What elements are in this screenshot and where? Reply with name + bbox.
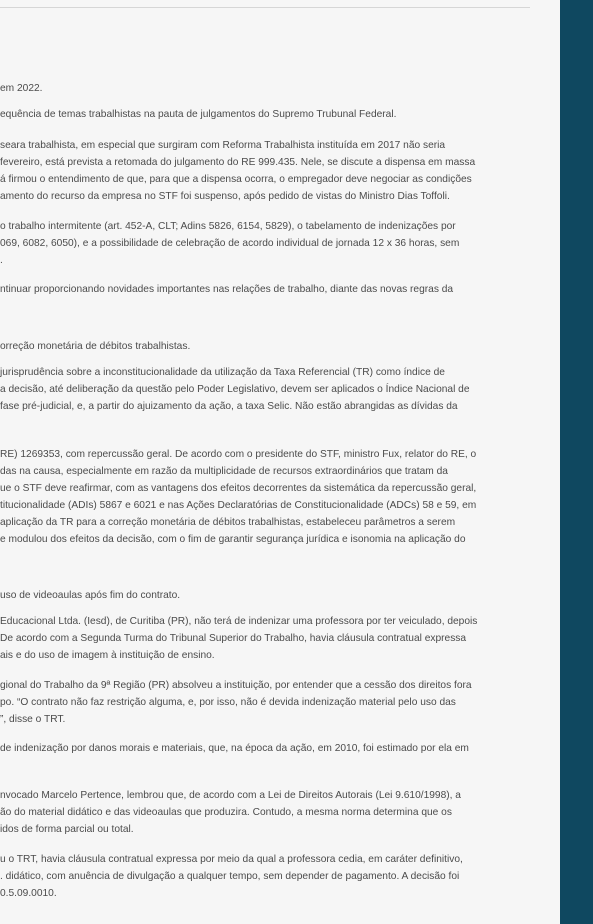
- paragraph-line: De acordo com a Segunda Turma do Tribunal Superior do Trabalho, havia cláusula contratual expressa: [0, 633, 467, 644]
- article-paragraph: [0, 446, 547, 548]
- paragraph-line: po. “O contrato não faz restrição alguma, e, por isso, não é devida indenização material pelo uso das: [0, 697, 456, 708]
- paragraph-line: o trabalho intermitente (art. 452-A, CLT; Adins 5826, 6154, 5829), o tabelamento de indenizações por: [0, 221, 456, 232]
- paragraph-line: gional do Trabalho da 9ª Região (PR) absolveu a instituição, por entender que a cessão dos direitos fora: [0, 680, 472, 691]
- paragraph-line: orreção monetária de débitos trabalhistas.: [0, 341, 191, 352]
- paragraph-line: nvocado Marcelo Pertence, lembrou que, de acordo com a Lei de Direitos Autorais (Lei 9.610/1998), a: [0, 790, 461, 801]
- article-paragraph: [0, 338, 547, 355]
- paragraph-line: u o TRT, havia cláusula contratual expressa por meio da qual a professora cedia, em caráter definitivo,: [0, 854, 463, 865]
- paragraph-line: ntinuar proporcionando novidades importantes nas relações de trabalho, diante das novas regras da: [0, 284, 454, 295]
- article-paragraph: [0, 106, 547, 123]
- article-paragraph: [0, 613, 547, 664]
- article-paragraph: [0, 851, 547, 902]
- paragraph-line: ”, disse o TRT.: [0, 714, 66, 725]
- paragraph-line: Educacional Ltda. (Iesd), de Curitiba (PR), não terá de indenizar uma professora por ter veiculado, depois: [0, 616, 478, 627]
- paragraph-line: fase pré-judicial, e, a partir do ajuizamento da ação, a taxa Selic. Não estão abrangidas as dívidas da: [0, 401, 458, 412]
- paragraph-line: jurisprudência sobre a inconstitucionalidade da utilização da Taxa Referencial (TR) como índice de: [0, 367, 445, 378]
- article-paragraph: [0, 677, 547, 728]
- paragraph-line: em 2022.: [0, 83, 43, 94]
- article-paragraph: [0, 218, 547, 269]
- paragraph-line: 069, 6082, 6050), e a possibilidade de celebração de acordo individual de jornada 12 x 36 horas, sem: [0, 238, 460, 249]
- paragraph-line: 0.5.09.0010.: [0, 888, 57, 899]
- article-paragraph: [0, 587, 547, 604]
- article-paragraph: [0, 364, 547, 415]
- paragraph-line: de indenização por danos morais e materiais, que, na época da ação, em 2010, foi estimado por ela em: [0, 743, 469, 754]
- paragraph-line: titucionalidade (ADIs) 5867 e 6021 e nas Ações Declaratórias de Constitucionalidade (ADCs) 58 e 59, em: [0, 500, 477, 511]
- paragraph-line: aplicação da TR para a correção monetária de débitos trabalhistas, estabeleceu parâmetros a serem: [0, 517, 456, 528]
- paragraph-line: e modulou dos efeitos da decisão, com o fim de garantir segurança jurídica e isonomia na aplicação do: [0, 534, 466, 545]
- paragraph-line: uso de videoaulas após fim do contrato.: [0, 590, 181, 601]
- paragraph-line: ais e do uso de imagem à instituição de ensino.: [0, 650, 215, 661]
- article-paragraph: [0, 787, 547, 838]
- paragraph-line: das na causa, especialmente em razão da multiplicidade de recursos extraordinários que tratam da: [0, 466, 448, 477]
- paragraph-line: amento do recurso da empresa no STF foi suspenso, após pedido de vistas do Ministro Dias Toffoli.: [0, 191, 450, 202]
- side-panel: [560, 0, 593, 924]
- paragraph-line: ão do material didático e das videoaulas que produzira. Contudo, a mesma norma determina que os: [0, 807, 452, 818]
- paragraph-line: seara trabalhista, em especial que surgiram com Reforma Trabalhista instituída em 2017 não seria: [0, 140, 446, 151]
- paragraph-line: .: [0, 255, 3, 266]
- paragraph-line: RE) 1269353, com repercussão geral. De acordo com o presidente do STF, ministro Fux, relator do RE, o: [0, 449, 477, 460]
- paragraph-line: idos de forma parcial ou total.: [0, 824, 134, 835]
- paragraph-line: . didático, com anuência de divulgação a qualquer tempo, sem depender de pagamento. A decisão foi: [0, 871, 460, 882]
- article-paragraph: [0, 137, 547, 205]
- divider: [0, 7, 530, 8]
- paragraph-line: equência de temas trabalhistas na pauta de julgamentos do Supremo Trubunal Federal.: [0, 109, 397, 120]
- article-paragraph: [0, 740, 547, 757]
- article-paragraph: [0, 80, 547, 97]
- paragraph-line: á firmou o entendimento de que, para que a dispensa ocorra, o empregador deve negociar as condições: [0, 174, 472, 185]
- paragraph-line: fevereiro, está prevista a retomada do julgamento do RE 999.435. Nele, se discute a dispensa em massa: [0, 157, 476, 168]
- paragraph-line: a decisão, até deliberação da questão pelo Poder Legislativo, devem ser aplicados o Índice Nacional de: [0, 384, 470, 395]
- article-paragraph: [0, 281, 547, 298]
- paragraph-line: ue o STF deve reafirmar, com as vantagens dos efeitos decorrentes da sistemática da repercussão geral,: [0, 483, 477, 494]
